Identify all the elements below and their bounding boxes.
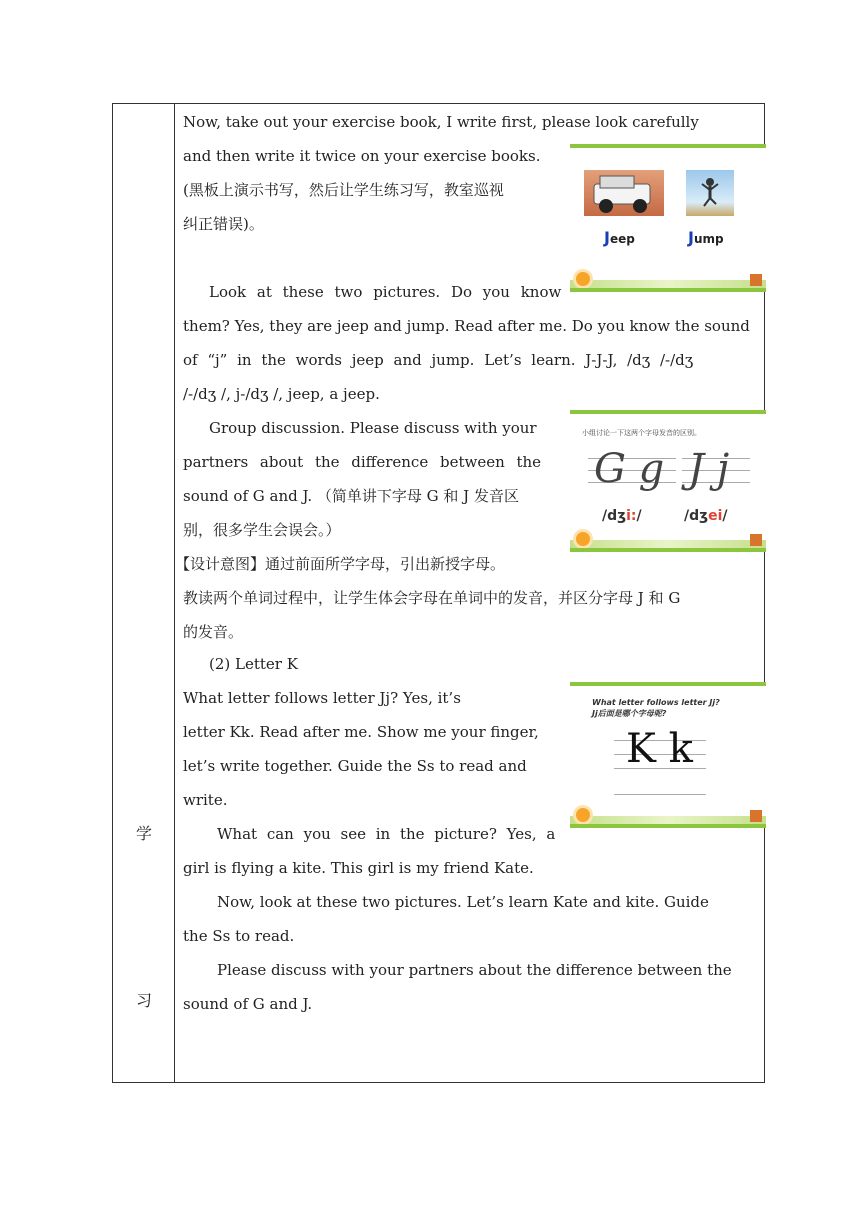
text-line: girl is flying a kite. This girl is my friend Kate. — [183, 859, 534, 877]
word-jump: Jump — [688, 228, 724, 247]
text-line: partners about the difference between the — [183, 453, 542, 471]
text-line: letter Kk. Read after me. Show me your finger, — [183, 723, 539, 741]
sun-icon — [576, 808, 590, 822]
text-line: What letter follows letter Jj? Yes, it’s — [183, 689, 461, 707]
house-icon — [750, 534, 762, 546]
text-line: write. — [183, 791, 228, 809]
slide-question-cn: Jj后面是哪个字母呢? — [592, 709, 667, 718]
slide-jeep-jump — [570, 144, 766, 292]
letters-k: K k — [626, 726, 693, 772]
jeep-photo — [584, 170, 664, 216]
jump-photo — [686, 170, 734, 216]
house-icon — [750, 810, 762, 822]
stage-column — [113, 104, 175, 1082]
section-heading: (2) Letter K — [209, 655, 298, 673]
slide-g-j-difference — [570, 410, 766, 552]
text-line: and then write it twice on your exercise books. — [183, 147, 541, 165]
jeep-icon — [584, 170, 664, 216]
text-line: Please discuss with your partners about the difference between the — [217, 961, 732, 979]
text-line: Group discussion. Please discuss with your — [209, 419, 537, 437]
sun-icon — [576, 272, 590, 286]
design-intent-line: 【设计意图】通过前面所学字母，引出新授字母。 — [175, 555, 506, 573]
text-line: 别，很多学生会误会。） — [183, 521, 341, 539]
slide-caption: 小组讨论一下这两个字母发音的区别。 — [582, 429, 701, 437]
stage-char-2: 习 — [135, 991, 152, 1010]
stage-char-1: 学 — [135, 824, 152, 843]
text-line: What can you see in the picture? Yes, a — [217, 825, 556, 843]
text-line: Look at these two pictures. Do you know — [209, 283, 562, 301]
text-line: sound of G and J. — [183, 995, 313, 1013]
text-line: the Ss to read. — [183, 927, 295, 945]
text-line: (黑板上演示书写，然后让学生练习写，教室巡视 — [183, 181, 504, 199]
lesson-table — [112, 103, 765, 1083]
text-line: 教读两个单词过程中，让学生体会字母在单词中的发音，并区分字母 J 和 G — [183, 589, 681, 607]
letters-g: G g — [594, 446, 665, 492]
slide-letter-k — [570, 682, 766, 828]
text-line: Now, take out your exercise book, I write first, please look carefully — [183, 113, 699, 131]
text-line: /-/dʒ /, j-/dʒ /, jeep, a jeep. — [183, 385, 380, 403]
text-line: let’s write together. Guide the Ss to read and — [183, 757, 527, 775]
jumping-girl-icon — [686, 170, 734, 216]
house-icon — [750, 274, 762, 286]
text-line: sound of G and J. （简单讲下字母 G 和 J 发音区 — [183, 487, 519, 505]
letters-j: J j — [688, 446, 730, 492]
text-line: 的发音。 — [183, 623, 244, 641]
text-line: them? Yes, they are jeep and jump. Read after me. Do you know the sound — [183, 317, 750, 335]
ipa-j: /dʒei/ — [684, 508, 728, 524]
text-line: Now, look at these two pictures. Let’s learn Kate and kite. Guide — [217, 893, 709, 911]
text-line: 纠正错误)。 — [183, 215, 264, 233]
text-line: of “j” in the words jeep and jump. Let’s learn. J-J-J, /dʒ /-/dʒ — [183, 351, 694, 369]
ipa-g: /dʒi:/ — [602, 508, 642, 524]
sun-icon — [576, 532, 590, 546]
slide-question-en: What letter follows letter Jj? — [592, 698, 720, 707]
word-jeep: Jeep — [604, 228, 635, 247]
